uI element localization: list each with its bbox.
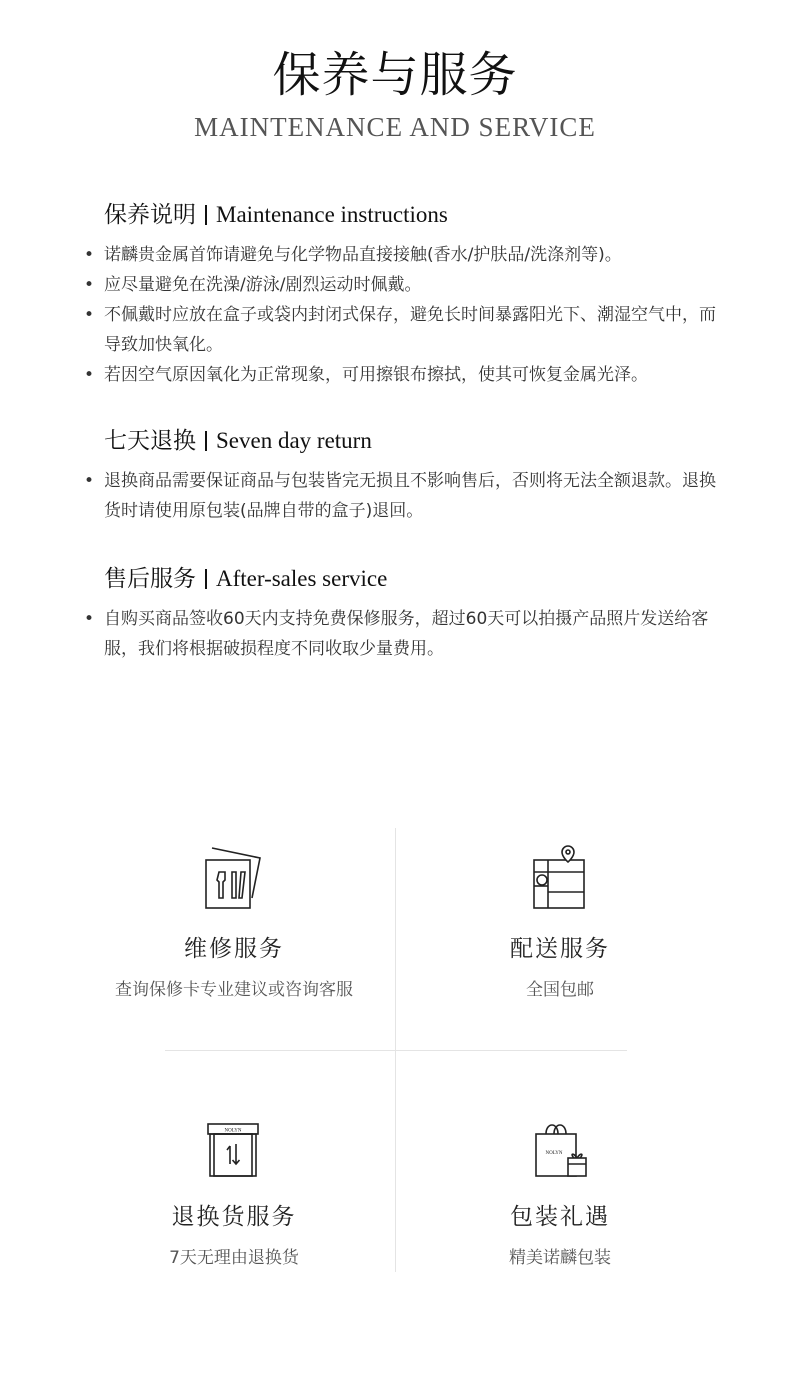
section-title-cn: 售后服务 xyxy=(104,566,196,592)
list-item: • 若因空气原因氧化为正常现象，可用擦银布擦拭，使其可恢复金属光泽。 xyxy=(84,360,724,390)
page-subtitle: MAINTENANCE AND SERVICE xyxy=(194,112,596,142)
section-title xyxy=(104,424,724,458)
service-name: 维修服务 xyxy=(184,936,284,962)
service-desc: 全国包邮 xyxy=(526,980,594,1000)
section-title-en: After-sales service xyxy=(216,566,388,591)
return-box-icon xyxy=(198,1120,270,1180)
list-item: • 退换商品需要保证商品与包装皆完无损且不影响售后，否则将无法全额退款。退换货时请使用原包装(品牌自带的盒子)退回。 xyxy=(84,466,724,526)
title-divider xyxy=(205,569,207,589)
service-desc: 查询保修卡专业建议或咨询客服 xyxy=(115,980,353,1000)
section-title-cn: 七天退换 xyxy=(104,428,196,454)
section-title xyxy=(104,562,724,596)
service-packaging xyxy=(395,1120,725,1270)
page-title: 保养与服务 xyxy=(272,47,518,103)
section-title-cn: 保养说明 xyxy=(104,202,196,228)
section-title xyxy=(104,198,724,232)
list-item: • 诺麟贵金属首饰请避免与化学物品直接接触(香水/护肤品/洗涤剂等)。 xyxy=(84,240,724,270)
bullet-list xyxy=(84,604,724,664)
list-item: • 应尽量避免在洗澡/游泳/剧烈运动时佩戴。 xyxy=(84,270,724,300)
service-name: 配送服务 xyxy=(510,936,610,962)
delivery-map-icon xyxy=(524,842,596,912)
section-title-en: Seven day return xyxy=(216,428,372,453)
return-section xyxy=(84,424,724,526)
service-grid xyxy=(115,828,627,1272)
after-sales-section xyxy=(84,562,724,664)
bullet-list xyxy=(84,240,724,390)
list-item: • 自购买商品签收60天内支持免费保修服务，超过60天可以拍摄产品照片发送给客服，我们将根据破损程度不同收取少量费用。 xyxy=(84,604,724,664)
service-desc: 7天无理由退换货 xyxy=(169,1248,299,1268)
section-title-en: Maintenance instructions xyxy=(216,202,448,227)
page-header xyxy=(0,40,790,144)
service-return xyxy=(69,1120,399,1270)
service-name: 包装礼遇 xyxy=(510,1204,610,1230)
gift-bag-brand-text: NOLYN xyxy=(545,1151,563,1156)
return-box-brand-text: NOLYN xyxy=(224,1128,242,1134)
service-repair xyxy=(69,842,399,1002)
grid-divider-horizontal xyxy=(165,1050,627,1051)
service-delivery xyxy=(395,842,725,1002)
title-divider xyxy=(205,205,207,225)
maintenance-section xyxy=(84,198,724,390)
title-divider xyxy=(205,431,207,451)
list-item: • 不佩戴时应放在盒子或袋内封闭式保存，避免长时间暴露阳光下、潮湿空气中，而导致加快氧化。 xyxy=(84,300,724,360)
gift-bag-icon xyxy=(524,1120,596,1180)
service-desc: 精美诺麟包装 xyxy=(509,1248,611,1268)
service-name: 退换货服务 xyxy=(171,1204,297,1230)
repair-card-icon xyxy=(198,842,270,912)
bullet-list xyxy=(84,466,724,526)
